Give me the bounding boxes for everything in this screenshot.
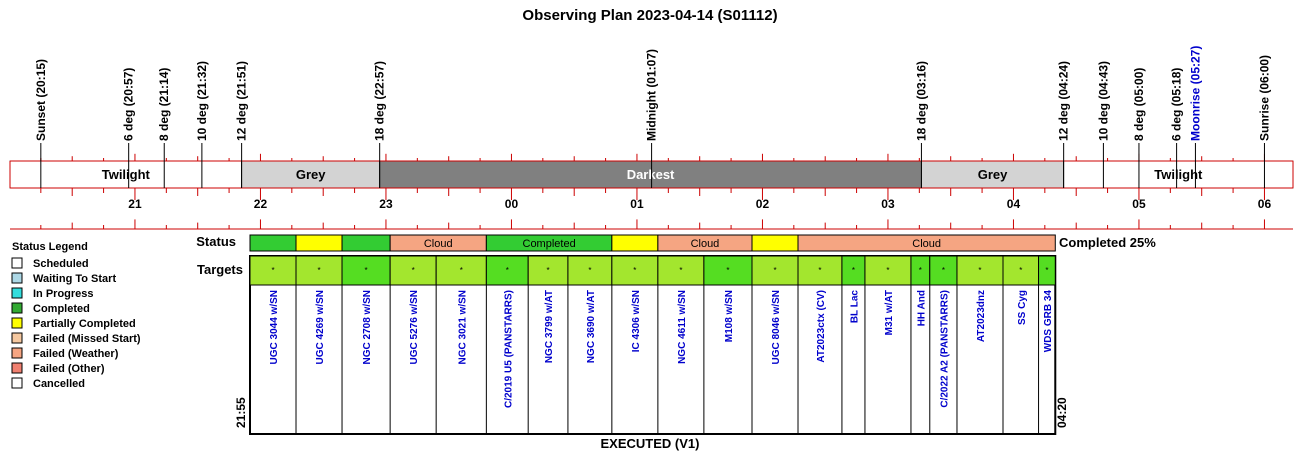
- hour-tick-label: 01: [630, 197, 644, 211]
- legend-item-label: Failed (Other): [33, 363, 105, 375]
- target-name: C/2022 A2 (PANSTARRS): [939, 290, 951, 408]
- event-label: Midnight (01:07): [644, 49, 659, 141]
- target-marker: *: [505, 266, 509, 275]
- status-bar: [342, 235, 390, 251]
- target-marker: *: [773, 266, 777, 275]
- legend-item-label: Failed (Weather): [33, 348, 119, 360]
- target-name: BL Lac: [849, 290, 861, 324]
- hour-tick-label: 00: [504, 197, 519, 211]
- status-bar: [612, 235, 658, 251]
- footer-label: EXECUTED (V1): [600, 436, 700, 451]
- status-bar: [250, 235, 296, 251]
- hour-tick-label: 02: [755, 197, 770, 211]
- target-name: UGC 4269 w/SN: [315, 290, 327, 365]
- legend-swatch: [12, 318, 22, 328]
- legend-item-label: Completed: [33, 303, 90, 315]
- target-marker: *: [588, 266, 592, 275]
- legend-item-label: Cancelled: [33, 378, 85, 390]
- event-label: Sunset (20:15): [33, 58, 48, 141]
- target-marker: *: [633, 266, 637, 275]
- legend-item-label: Partially Completed: [33, 318, 136, 330]
- target-marker: *: [851, 266, 856, 275]
- target-marker: *: [818, 266, 822, 275]
- legend-item-label: In Progress: [33, 288, 94, 300]
- event-label: 18 deg (03:16): [914, 60, 929, 141]
- legend-swatch: [12, 333, 22, 343]
- status-bar: [752, 235, 798, 251]
- status-bar: [296, 235, 342, 251]
- phase-label: Grey: [295, 167, 326, 182]
- target-marker: *: [411, 266, 415, 275]
- status-bar-label: Cloud: [912, 238, 942, 250]
- target-marker: *: [546, 266, 550, 275]
- start-time-label: 21:55: [234, 397, 248, 428]
- hour-tick-label: 03: [881, 197, 895, 211]
- legend-swatch: [12, 288, 22, 298]
- legend-item-label: Failed (Missed Start): [33, 333, 141, 345]
- target-name: AT2023dnz: [975, 290, 987, 343]
- status-legend: [12, 241, 141, 390]
- phase-label: Grey: [977, 167, 1008, 182]
- plan-title: Observing Plan 2023-04-14 (S01112): [522, 7, 778, 24]
- legend-item-label: Scheduled: [33, 258, 89, 270]
- event-label: Moonrise (05:27): [1188, 45, 1203, 141]
- target-name: NGC 3690 w/AT: [585, 290, 597, 364]
- event-label: 8 deg (05:00): [1131, 67, 1146, 141]
- end-time-label: 04:20: [1055, 397, 1069, 428]
- event-label: 12 deg (21:51): [234, 60, 249, 141]
- target-name: WDS GRB 34: [1042, 290, 1054, 353]
- target-marker: *: [271, 266, 275, 275]
- status-bar-label: Cloud: [423, 238, 453, 250]
- hour-tick-label: 04: [1006, 197, 1021, 211]
- event-label: 6 deg (05:18): [1169, 67, 1184, 141]
- target-marker: *: [364, 266, 368, 275]
- phase-label: Twilight: [1154, 167, 1203, 182]
- target-name: NGC 3021 w/SN: [457, 290, 469, 365]
- target-name: NGC 2708 w/SN: [362, 290, 374, 365]
- event-label: 10 deg (21:32): [194, 60, 209, 141]
- target-name: IC 4306 w/SN: [630, 290, 642, 353]
- event-label: 6 deg (20:57): [121, 67, 136, 141]
- target-name: NGC 4611 w/SN: [676, 290, 688, 364]
- target-name: UGC 8046 w/SN: [771, 290, 783, 365]
- target-name: UGC 5276 w/SN: [409, 290, 421, 365]
- target-marker: *: [317, 266, 321, 275]
- hour-tick-label: 05: [1132, 197, 1146, 211]
- hour-tick-label: 06: [1257, 197, 1272, 211]
- target-marker: *: [886, 266, 890, 275]
- target-marker: *: [679, 266, 683, 275]
- phase-label: Darkest: [626, 167, 675, 182]
- phase-label: Twilight: [101, 167, 150, 182]
- legend-item-label: Waiting To Start: [33, 273, 117, 285]
- target-name: M31 w/AT: [883, 290, 895, 336]
- completion-text: Completed 25%: [1059, 235, 1156, 250]
- target-marker: *: [726, 266, 730, 275]
- legend-swatch: [12, 348, 22, 358]
- legend-swatch: [12, 273, 22, 283]
- legend-swatch: [12, 303, 22, 313]
- hour-tick-label: 22: [253, 197, 268, 211]
- legend-swatch: [12, 258, 22, 268]
- target-name: M108 w/SN: [723, 290, 735, 343]
- legend-swatch: [12, 378, 22, 388]
- hour-tick-label: 21: [128, 197, 142, 211]
- target-marker: *: [941, 266, 945, 275]
- event-label: 10 deg (04:43): [1096, 60, 1111, 141]
- target-name: HH And: [916, 290, 928, 327]
- target-marker: *: [459, 266, 463, 275]
- event-label: Sunrise (06:00): [1257, 54, 1272, 141]
- target-marker: *: [1019, 266, 1023, 275]
- target-marker: *: [1045, 266, 1049, 275]
- status-bar-label: Cloud: [690, 238, 720, 250]
- target-name: UGC 3044 w/SN: [269, 290, 281, 365]
- legend-title: Status Legend: [12, 241, 88, 253]
- status-bar-label: Completed: [522, 238, 576, 250]
- target-marker: *: [918, 266, 922, 275]
- target-name: AT2023ctx (CV): [815, 290, 827, 363]
- event-label: 8 deg (21:14): [157, 67, 172, 141]
- target-name: NGC 3799 w/AT: [544, 290, 556, 364]
- target-marker: *: [978, 266, 982, 275]
- status-row-label: Status: [196, 234, 236, 249]
- hour-tick-label: 23: [379, 197, 393, 211]
- event-label: 12 deg (04:24): [1056, 60, 1071, 141]
- targets-row-label: Targets: [197, 262, 243, 277]
- event-label: 18 deg (22:57): [372, 60, 387, 141]
- target-name: SS Cyg: [1016, 290, 1028, 326]
- legend-swatch: [12, 363, 22, 373]
- target-name: C/2019 U5 (PANSTARRS): [503, 290, 515, 408]
